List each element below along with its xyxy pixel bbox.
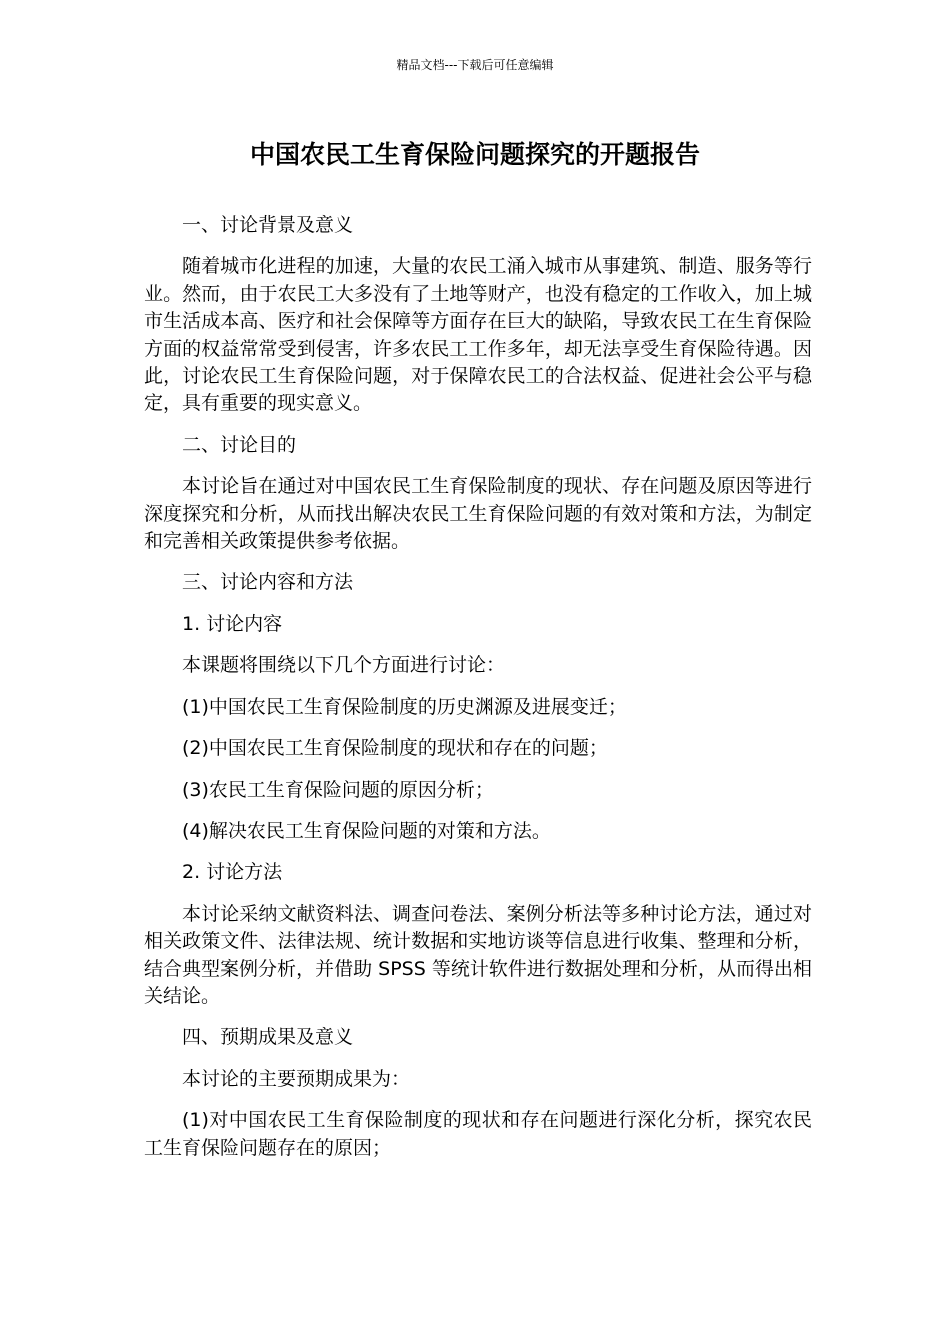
list-item-content-3: (3)农民工生育保险问题的原因分析； <box>182 778 494 801</box>
paragraph-purpose: 本讨论旨在通过对中国农民工生育保险制度的现状、存在问题及原因等进行深度探究和分析，从而找出解决农民工生育保险问题的有效对策和方法，为制定和完善相关政策提供参考依据。 <box>144 475 812 553</box>
subheading-content: 1. 讨论内容 <box>182 612 283 635</box>
paragraph-content-intro: 本课题将围绕以下几个方面进行讨论： <box>182 654 506 677</box>
section-heading-content-method: 三、讨论内容和方法 <box>182 571 354 594</box>
paragraph-method: 本讨论采纳文献资料法、调查问卷法、案例分析法等多种讨论方法，通过对相关政策文件、法律法规、统计数据和实地访谈等信息进行收集、整理和分析，结合典型案例分析，并借助 SPSS 等统计软件进行数据处理和分析，从而得出相关结论。 <box>144 902 812 1007</box>
paragraph-outcomes-intro: 本讨论的主要预期成果为： <box>182 1067 411 1090</box>
document-title: 中国农民工生育保险问题探究的开题报告 <box>249 140 700 169</box>
page-header: 精品文档---下载后可任意编辑 <box>396 58 554 72</box>
list-item-outcome-1: (1)对中国农民工生育保险制度的现状和存在问题进行深化分析，探究农民工生育保险问题存在的原因； <box>144 1109 812 1159</box>
list-item-content-2: (2)中国农民工生育保险制度的现状和存在的问题； <box>182 737 608 760</box>
section-heading-purpose: 二、讨论目的 <box>182 433 297 456</box>
list-item-content-1: (1)中国农民工生育保险制度的历史渊源及进展变迁； <box>182 695 627 718</box>
paragraph-background: 随着城市化进程的加速，大量的农民工涌入城市从事建筑、制造、服务等行业。然而，由于农民工大多没有了土地等财产，也没有稳定的工作收入，加上城市生活成本高、医疗和社会保障等方面存在巨大的缺陷，导致农民工在生育保险方面的权益常常受到侵害，许多农民工工作多年，却无法享受生育保险待遇。因此，讨论农民工生育保险问题，对于保障农民工的合法权益、促进社会公平与稳定，具有重要的现实意义。 <box>144 255 812 415</box>
subheading-method: 2. 讨论方法 <box>182 861 283 884</box>
list-item-content-4: (4)解决农民工生育保险问题的对策和方法。 <box>182 819 551 842</box>
section-heading-background: 一、讨论背景及意义 <box>182 214 354 236</box>
section-heading-outcomes: 四、预期成果及意义 <box>182 1026 354 1049</box>
document-body <box>144 212 812 1162</box>
